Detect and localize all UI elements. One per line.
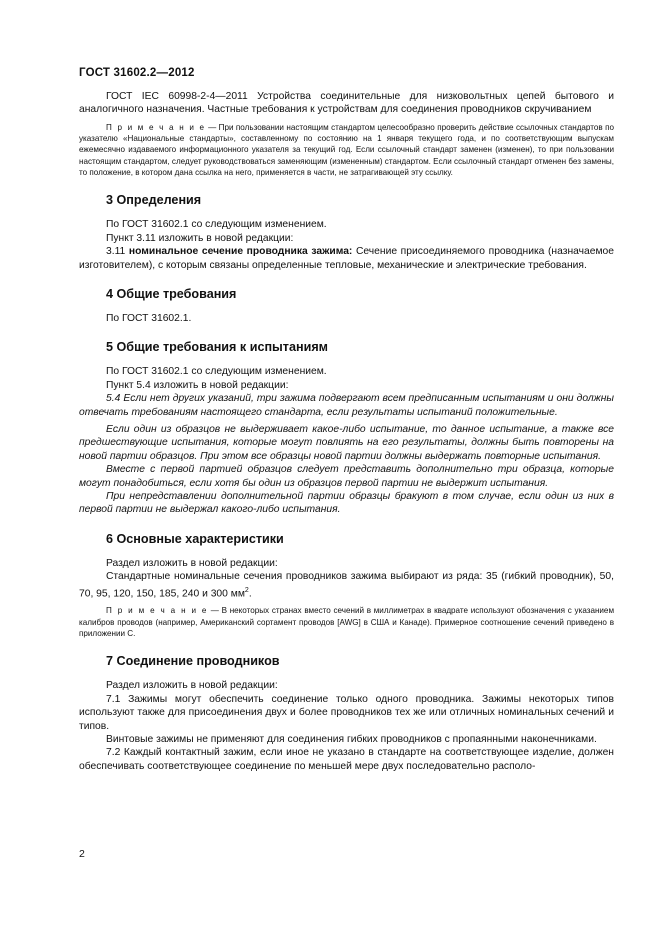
section-6-note bbox=[79, 605, 614, 639]
clause-number: 3.11 bbox=[106, 246, 129, 258]
section-3-body bbox=[79, 218, 614, 272]
intro-note bbox=[79, 122, 614, 178]
paragraph: По ГОСТ 31602.1 со следующим изменением. bbox=[106, 366, 327, 378]
section-6-heading: 6 Основные характеристики bbox=[106, 531, 284, 546]
section-7-heading: 7 Соединение проводников bbox=[106, 654, 280, 669]
page-content bbox=[79, 90, 614, 773]
note-text: — При пользовании настоящим стандартом целесообразно проверить действие ссылочных стандартов по указателю «Национальные стандарты», составленному по состоянию на 1 января текущего года, и по соответствующим выпускам ежемесячно издаваемого информационного указателя за текущий год. Если ссылочный стандарт заменен (изменен), то при пользовании настоящим стандартом, следует руководствоваться заменяющим (измененным) стандартом. Если ссылочный стандарт отменен без замены, то положение, в котором дана ссылка на него, применяется в части, не затрагивающей эту ссылку. bbox=[79, 122, 614, 177]
section-5-heading: 5 Общие требования к испытаниям bbox=[106, 340, 328, 355]
sentence-end: . bbox=[248, 588, 252, 600]
section-6-body bbox=[79, 557, 614, 640]
cross-sections-text: Стандартные номинальные сечения проводников зажима выбирают из ряда: 35 (гибкий проводник), 50, 70, 95, 120, 150, 185, 240 и 300 мм bbox=[79, 571, 614, 600]
paragraph: Пункт 3.11 изложить в новой редакции: bbox=[106, 232, 294, 244]
note-text: — В некоторых странах вместо сечений в миллиметрах в квадрате используют обозначения с указанием калибров проводов (например, Американский сортамент проводов [AWG] в США и Канаде). Примерное соотношение сечений приведено в приложении С. bbox=[79, 606, 615, 639]
paragraph: Пункт 5.4 изложить в новой редакции: bbox=[106, 379, 289, 391]
paragraph: Раздел изложить в новой редакции: bbox=[106, 680, 278, 692]
paragraph: По ГОСТ 31602.1. bbox=[106, 312, 192, 324]
running-header: ГОСТ 31602.2—2012 bbox=[79, 67, 195, 79]
paragraph: 7.1 Зажимы могут обеспечить соединение только одного проводника. Зажимы некоторых типов используют также для присоединения двух и более проводников тех же или отличных номинальных сечений и типов. bbox=[79, 693, 614, 732]
definition-3-11 bbox=[79, 245, 614, 272]
section-4-body bbox=[79, 312, 614, 325]
cross-sections-paragraph bbox=[79, 570, 614, 600]
section-3-heading: 3 Определения bbox=[106, 193, 202, 208]
definition-text: Сечение присоединяемого проводника (назначаемое изготовителем), с которым связаны определенные тепловые, механические и электрические требования. bbox=[79, 246, 614, 271]
unit-superscript: 2 bbox=[244, 586, 249, 594]
defined-term: номинальное сечение проводника зажима: bbox=[128, 246, 353, 258]
section-4-heading: 4 Общие требования bbox=[106, 286, 237, 301]
intro-reference: ГОСТ IEC 60998-2-4—2011 Устройства соединительные для низковольтных цепей бытового и аналогичного назначения. Частные требования к устройствам для соединения проводников скручиванием bbox=[79, 91, 614, 116]
paragraph: Раздел изложить в новой редакции: bbox=[106, 557, 278, 569]
paragraph: 5.4 Если нет других указаний, три зажима подвергают всем предписанным испытаниям и они должны отвечать требованиям настоящего стандарта, если результаты испытаний положительные. bbox=[79, 393, 614, 418]
paragraph: 7.2 Каждый контактный зажим, если иное не указано в стандарте на соответствующее изделие, должен обеспечивать соответствующее соединение по меньшей мере двух последовательно располо- bbox=[79, 747, 614, 772]
note-label: П р и м е ч а н и е bbox=[106, 606, 209, 616]
note-label: П р и м е ч а н и е bbox=[106, 122, 206, 132]
paragraph: Вместе с первой партией образцов следует представить дополнительно три образца, которые могут понадобиться, если хотя бы один из образцов первой партии не выдержит испытания. bbox=[79, 464, 614, 489]
section-5-body bbox=[79, 365, 614, 516]
paragraph: Если один из образцов не выдерживает какое-либо испытание, то данное испытание, а также все предшествующие испытания, которые могут повлиять на его результаты, должны быть повторены на новой партии образцов. При этом все образцы новой партии должны выдержать повторные испытания. bbox=[79, 423, 614, 462]
page-number: 2 bbox=[79, 848, 85, 860]
paragraph: Винтовые зажимы не применяют для соединения гибких проводников с пропаянными наконечниками. bbox=[106, 733, 597, 745]
section-7-body bbox=[79, 679, 614, 773]
paragraph: При непредставлении дополнительной партии образцы бракуют в том случае, если один из них в первой партии не выдержал какого-либо испытания. bbox=[79, 490, 614, 516]
paragraph: По ГОСТ 31602.1 со следующим изменением. bbox=[106, 219, 327, 231]
